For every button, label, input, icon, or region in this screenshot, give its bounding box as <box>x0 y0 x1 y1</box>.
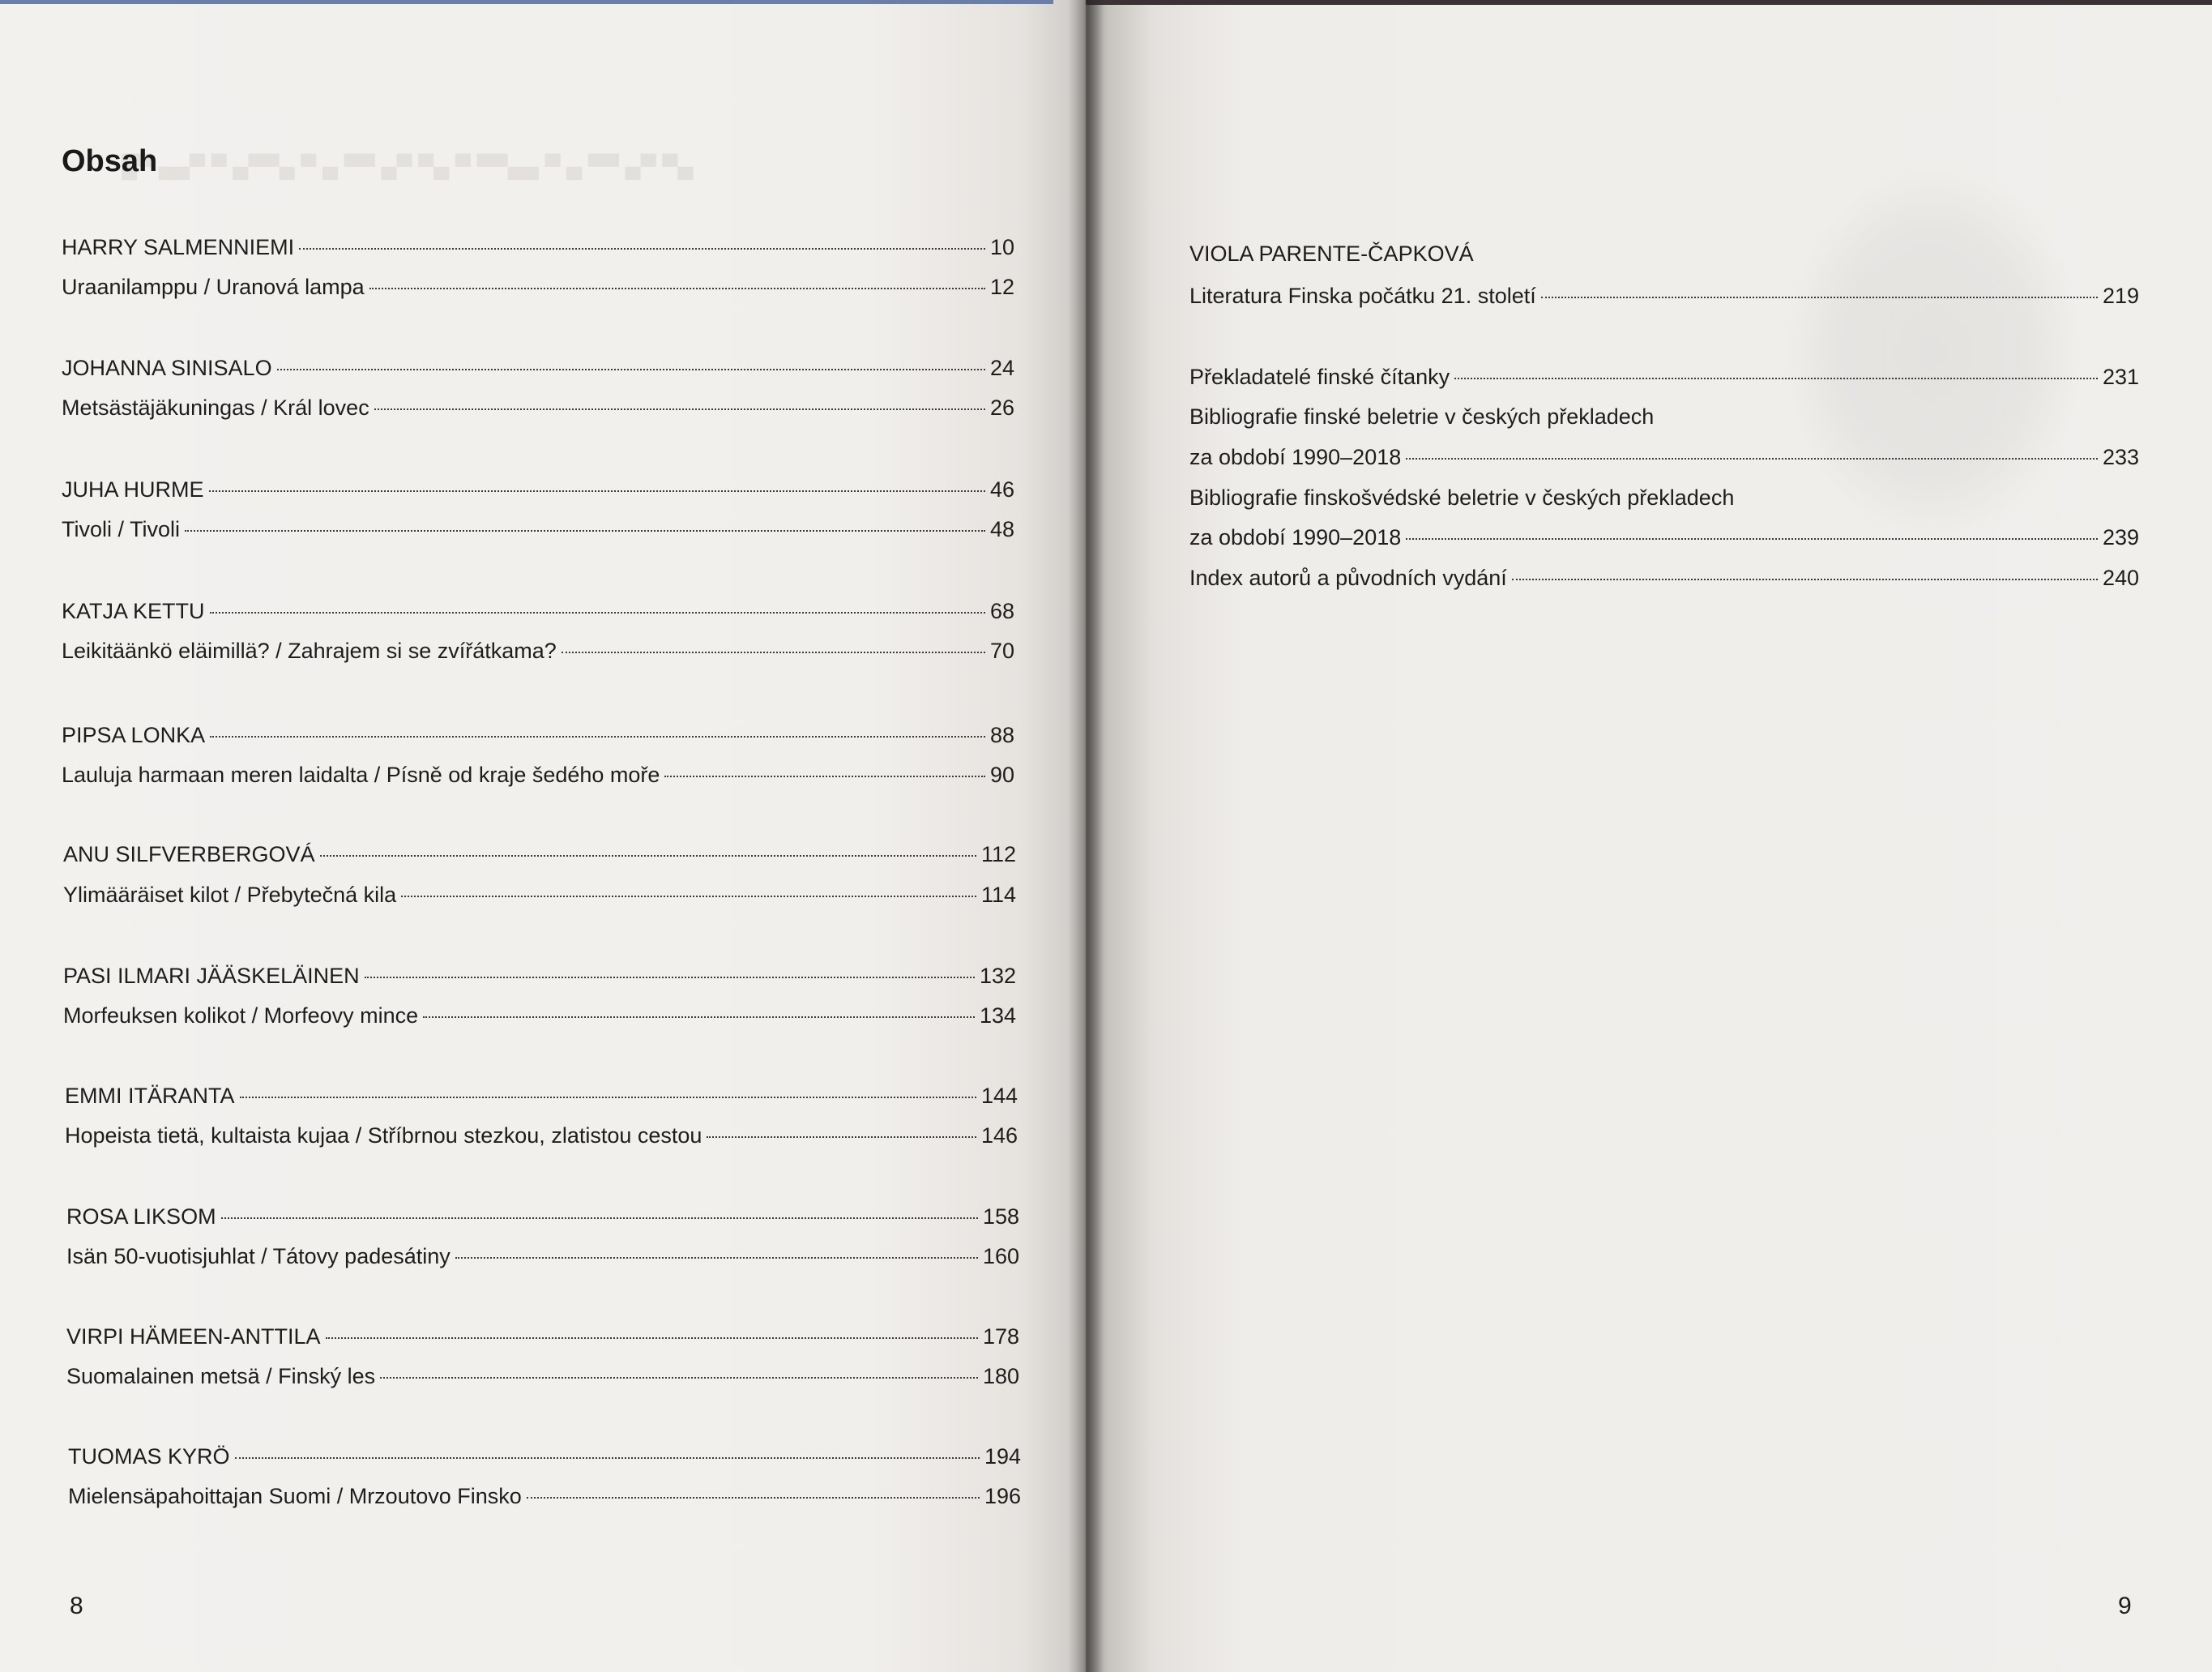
dot-leader <box>374 408 985 410</box>
toc-entry-title: Isän 50-vuotisjuhlat / Tátovy padesátiny <box>66 1244 451 1268</box>
toc-entry-author[interactable] <box>62 354 1014 382</box>
toc-entry-page: 112 <box>980 842 1016 866</box>
dot-leader <box>277 369 985 370</box>
bleed-through-portrait <box>1783 162 2082 543</box>
toc-entry-page: 144 <box>980 1084 1018 1108</box>
toc-entry-title: Morfeuksen kolikot / Morfeovy mince <box>63 1003 419 1028</box>
dot-leader <box>401 896 976 897</box>
toc-entry-title: Mielensäpahoittajan Suomi / Mrzoutovo Finsko <box>68 1484 522 1508</box>
dot-leader <box>221 1217 978 1219</box>
toc-entry-page: 10 <box>989 235 1014 259</box>
toc-entry-page: 132 <box>979 964 1016 988</box>
dot-leader <box>369 288 985 289</box>
toc-entry-work[interactable] <box>66 1362 1019 1390</box>
toc-entry-page: 12 <box>989 275 1014 299</box>
toc-entry-author[interactable] <box>62 597 1014 625</box>
toc-entry-appendix[interactable] <box>1189 524 2139 551</box>
toc-entry-title: za období 1990–2018 <box>1189 445 1402 469</box>
toc-entry-page: 68 <box>989 599 1014 623</box>
dot-leader <box>1541 297 2098 298</box>
toc-entry-work[interactable] <box>62 273 1014 301</box>
toc-entry-title: Ylimääräiset kilot / Přebytečná kila <box>63 883 397 907</box>
book-spine-shadow <box>1068 0 1104 1672</box>
toc-entry-work[interactable] <box>62 761 1014 789</box>
toc-entry-page: 46 <box>989 477 1014 502</box>
toc-entry-author[interactable] <box>63 840 1016 868</box>
toc-entry-page: 231 <box>2102 365 2139 389</box>
page-number: 9 <box>2118 1593 2132 1619</box>
dot-leader <box>1512 579 2098 580</box>
toc-entry-essay[interactable] <box>1189 282 2139 310</box>
page-number: 8 <box>70 1593 83 1619</box>
dot-leader <box>326 1337 978 1339</box>
toc-entry-title: EMMI ITÄRANTA <box>65 1084 235 1108</box>
dot-leader <box>423 1016 975 1018</box>
toc-entry-title: JOHANNA SINISALO <box>62 356 272 380</box>
toc-entry-page: 24 <box>989 356 1014 380</box>
toc-entry-title: Suomalainen metsä / Finský les <box>66 1364 376 1388</box>
toc-section-author[interactable]: VIOLA PARENTE-ČAPKOVÁ <box>1189 242 1474 266</box>
toc-entry-page: 114 <box>980 883 1016 907</box>
toc-entry-author[interactable] <box>65 1082 1018 1110</box>
toc-entry-page: 26 <box>989 396 1014 420</box>
toc-entry-page: 196 <box>984 1484 1021 1508</box>
toc-entry-page: 160 <box>982 1244 1019 1268</box>
toc-entry-title: Tivoli / Tivoli <box>62 517 181 541</box>
toc-entry-title: ROSA LIKSOM <box>66 1204 216 1229</box>
toc-entry-work[interactable] <box>63 881 1016 909</box>
dot-leader <box>380 1377 978 1379</box>
toc-entry-work[interactable] <box>62 515 1014 543</box>
dot-leader <box>664 776 985 777</box>
toc-entry-title: JUHA HURME <box>62 477 204 502</box>
toc-entry-page: 146 <box>980 1123 1018 1148</box>
toc-entry-title-line[interactable]: Bibliografie finskošvédské beletrie v českých překladech <box>1189 485 1735 510</box>
toc-entry-page: 158 <box>982 1204 1019 1229</box>
toc-entry-page: 90 <box>989 763 1014 787</box>
dot-leader <box>185 530 985 532</box>
toc-entry-work[interactable] <box>68 1482 1021 1510</box>
dot-leader <box>210 736 985 738</box>
toc-entry-page: 70 <box>989 639 1014 663</box>
toc-entry-work[interactable] <box>62 394 1014 421</box>
toc-entry-author[interactable] <box>62 476 1014 503</box>
top-edge-strip <box>0 0 1053 4</box>
toc-entry-work[interactable] <box>65 1122 1018 1149</box>
toc-entry-author[interactable] <box>68 1443 1021 1470</box>
toc-entry-page: 134 <box>979 1003 1016 1028</box>
toc-entry-title: PIPSA LONKA <box>62 723 206 747</box>
left-page <box>0 0 1086 1672</box>
dot-leader <box>240 1097 976 1098</box>
dot-leader <box>1406 538 2098 540</box>
toc-entry-page: 194 <box>984 1444 1021 1469</box>
toc-entry-title: Literatura Finska počátku 21. století <box>1189 284 1536 308</box>
dot-leader <box>562 652 985 653</box>
toc-entry-work[interactable] <box>66 1242 1019 1270</box>
dot-leader <box>365 977 975 978</box>
toc-entry-title: Uraanilamppu / Uranová lampa <box>62 275 365 299</box>
toc-entry-title: Překladatelé finské čítanky <box>1189 365 1450 389</box>
toc-entry-title: Leikitäänkö eläimillä? / Zahrajem si se zvířátkama? <box>62 639 557 663</box>
dot-leader <box>707 1136 976 1138</box>
toc-entry-work[interactable] <box>63 1002 1016 1029</box>
toc-entry-author[interactable] <box>66 1203 1019 1230</box>
dot-leader <box>1454 378 2098 379</box>
toc-entry-title: KATJA KETTU <box>62 599 205 623</box>
toc-entry-title: za období 1990–2018 <box>1189 525 1402 549</box>
toc-entry-title: TUOMAS KYRÖ <box>68 1444 230 1469</box>
toc-entry-appendix[interactable] <box>1189 363 2139 391</box>
toc-entry-page: 239 <box>2102 525 2139 549</box>
toc-entry-title: ANU SILFVERBERGOVÁ <box>63 842 315 866</box>
toc-entry-title: Metsästäjäkuningas / Král lovec <box>62 396 369 420</box>
toc-entry-author[interactable] <box>62 233 1014 261</box>
bleed-through-text: █▀ ▄▄▀ ▀ ▄▀▀▄ ▀ ▄ ▀▀ ▄▀ ▀▄ ▀ ▀▀▄▄ ▀ ▄ ▀▀ ▄▀ ▀▄ <box>122 154 694 178</box>
toc-entry-appendix[interactable] <box>1189 443 2139 471</box>
toc-heading: Obsah <box>62 144 158 178</box>
dot-leader <box>235 1457 980 1459</box>
toc-entry-page: 219 <box>2102 284 2139 308</box>
toc-entry-author[interactable] <box>62 721 1014 749</box>
toc-entry-page: 48 <box>989 517 1014 541</box>
toc-entry-page: 180 <box>982 1364 1019 1388</box>
toc-entry-author[interactable] <box>66 1323 1019 1350</box>
toc-entry-title-line[interactable]: Bibliografie finské beletrie v českých překladech <box>1189 404 1655 429</box>
dot-leader <box>299 248 985 250</box>
toc-entry-appendix[interactable] <box>1189 564 2139 592</box>
dot-leader <box>1406 458 2098 460</box>
dot-leader <box>210 612 985 614</box>
dot-leader <box>209 490 985 492</box>
toc-entry-page: 88 <box>989 723 1014 747</box>
toc-entry-work[interactable] <box>62 637 1014 665</box>
dot-leader <box>527 1497 980 1499</box>
toc-entry-title: Index autorů a původních vydání <box>1189 566 1507 590</box>
toc-entry-title: VIRPI HÄMEEN-ANTTILA <box>66 1324 321 1349</box>
top-edge-strip <box>1086 0 2212 5</box>
toc-entry-page: 178 <box>982 1324 1019 1349</box>
dot-leader <box>455 1257 978 1259</box>
toc-entry-page: 240 <box>2102 566 2139 590</box>
dot-leader <box>320 855 976 857</box>
toc-entry-page: 233 <box>2102 445 2139 469</box>
toc-entry-title: Hopeista tietä, kultaista kujaa / Stříbrnou stezkou, zlatistou cestou <box>65 1123 702 1148</box>
toc-entry-title: HARRY SALMENNIEMI <box>62 235 295 259</box>
toc-entry-author[interactable] <box>63 962 1016 990</box>
toc-entry-title: Lauluja harmaan meren laidalta / Písně od kraje šedého moře <box>62 763 660 787</box>
toc-entry-title: PASI ILMARI JÄÄSKELÄINEN <box>63 964 360 988</box>
